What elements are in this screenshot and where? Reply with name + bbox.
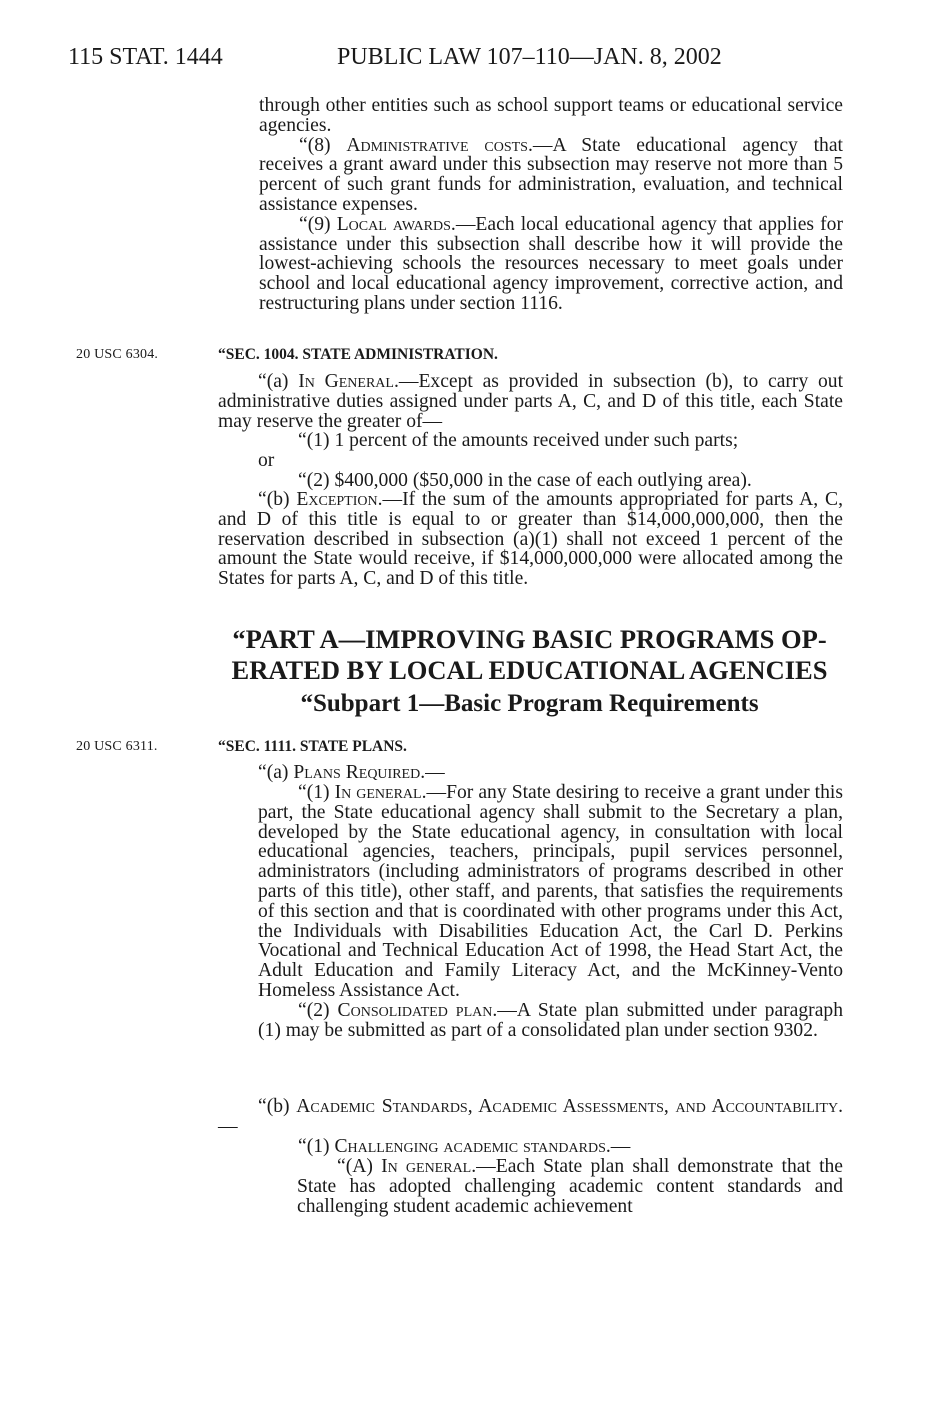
section-1111-subsection-b-heading: “(b) Academic Standards, Academic Assessments, and Accountability.— — [218, 1096, 843, 1137]
subsection-a-heading: In General. — [298, 371, 399, 392]
section-1111-paragraphs-a — [258, 783, 843, 1040]
section-1004-item-2: “(2) $400,000 ($50,000 in the case of each outlying area). — [298, 469, 752, 491]
section-1004-item-1: “(1) 1 percent of the amounts received under such parts; — [298, 430, 739, 451]
section-1111-subparagraph-A: “(A) In general.—Each State plan shall demonstrate that the State has adopted challenging academic content standards and challenging student academic achievement — [297, 1156, 844, 1217]
part-a-heading-line-2: ERATED BY LOCAL EDUCATIONAL AGENCIES — [231, 655, 828, 685]
margin-citation-6311: 20 USC 6311. — [76, 739, 158, 754]
section-1004-subsection-b: “(b) Exception.—If the sum of the amounts appropriated for parts A, C, and D of this title is equal to or greater than $14,000,000,000, then the reservation described in subsection (a)(1) shall not exceed 1 percent of the amount the State would receive, if $14,000,000,000 were allocated among the States for parts A, C, and D of this title. — [218, 489, 843, 590]
section-1111-paragraph-2: “(2) Consolidated plan.—A State plan submitted under paragraph (1) may be submitted as part of a consolidated plan under section 9302. — [258, 999, 843, 1041]
section-1004-body — [218, 372, 843, 431]
paragraph-8: “(8) Administrative costs.—A State educational agency that receives a grant award under this subsection may reserve not more than 5 percent of such grant funds for administration, evaluation, and technical assistance expenses. — [259, 134, 843, 215]
page-reference: 115 STAT. 1444 — [68, 44, 223, 70]
paragraph-9-heading: Local awards. — [336, 213, 456, 235]
paragraph-2-heading: Consolidated plan. — [337, 999, 498, 1021]
subpart-1-heading: “Subpart 1—Basic Program Requirements — [300, 690, 759, 717]
subparagraph-A-heading: In general. — [381, 1156, 477, 1177]
continuation-text: through other entities such as school support teams or educational service agencies. — [259, 95, 843, 136]
section-1111-paragraph-b1-heading: “(1) Challenging academic standards.— — [298, 1136, 631, 1157]
part-a-heading-line-1: “PART A—IMPROVING BASIC PROGRAMS OP- — [232, 624, 827, 654]
paragraph-8-heading: Administrative costs. — [346, 134, 533, 156]
section-1004-or: or — [258, 449, 275, 471]
section-1111-paragraph-1: “(1) In general.—For any State desiring to receive a grant under this part, the State educational agency shall submit to the Secretary a plan, developed by the State educational agency, in consultation with local educational agencies, teachers, principals, pupil services personnel, administrators (including administrators of programs described in other parts of this title), other staff, and parents, that satisfies the requirements of this section and that is coordinated with other programs under this Act, the Individuals with Disabilities Education Act, the Carl D. Perkins Vocational and Technical Education Act of 1998, the Head Start Act, the Adult Education and Family Literacy Act, and the McKinney-Vento Homeless Assistance Act. — [258, 782, 843, 1001]
paragraph-1-heading: In general. — [334, 782, 427, 803]
subsection-b-heading: Exception. — [296, 489, 383, 510]
part-a-heading — [216, 624, 843, 686]
section-1004-list — [258, 431, 843, 490]
law-title: PUBLIC LAW 107–110—JAN. 8, 2002 — [337, 44, 722, 70]
section-1004-heading: “SEC. 1004. STATE ADMINISTRATION. — [218, 346, 498, 363]
section-1111-subsection-a-heading: “(a) Plans Required.— — [258, 762, 445, 783]
paragraph-9: “(9) Local awards.—Each local educational agency that applies for assistance under this subsection shall describe how it will provide the lowest-achieving schools the resources necessary to meet goals under school and local educational agency improvement, corrective action, and restructuring plans under section 1116. — [259, 213, 843, 314]
paragraph-block-continuation — [259, 96, 843, 314]
margin-citation-6304: 20 USC 6304. — [76, 347, 159, 362]
section-1111-heading: “SEC. 1111. STATE PLANS. — [218, 738, 407, 755]
section-1004-subsection-a: “(a) In General.—Except as provided in subsection (b), to carry out administrative duties assigned under parts A, C, and D of this title, each State may reserve the greater of— — [218, 371, 844, 432]
